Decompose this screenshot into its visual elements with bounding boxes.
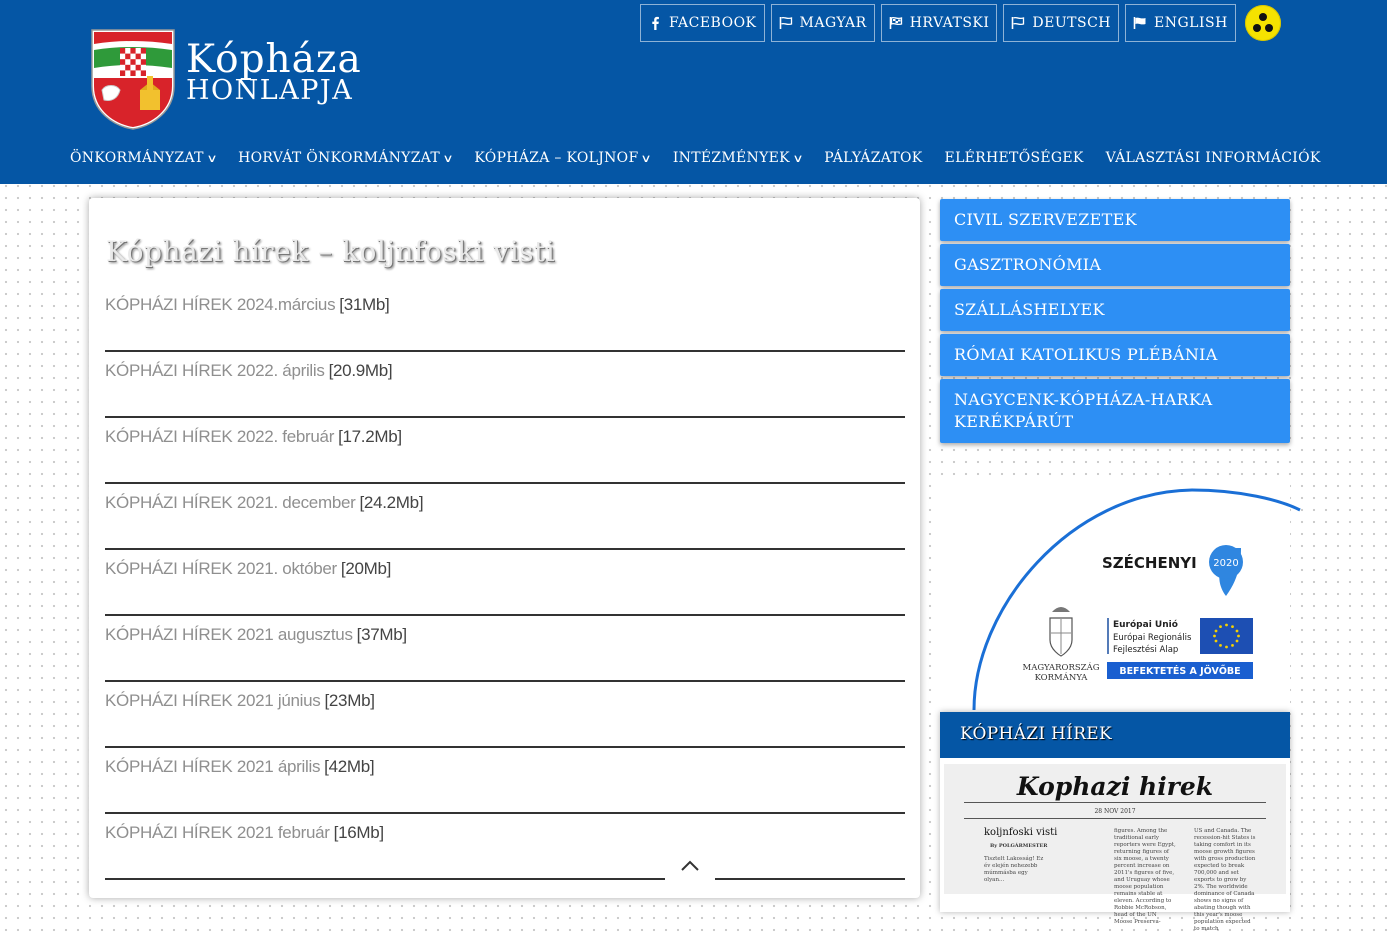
eu-text-line1: Európai Unió bbox=[1113, 620, 1178, 630]
lang-deutsch-label: DEUTSCH bbox=[1032, 15, 1111, 31]
newspaper-byline: By POLGÁRMESTER bbox=[990, 843, 1048, 849]
lang-magyar-button[interactable] bbox=[771, 4, 875, 42]
lang-hrvatski-button[interactable] bbox=[881, 4, 998, 42]
sidebar-menu bbox=[940, 199, 1290, 446]
site-title-line1: Kópháza bbox=[186, 37, 362, 82]
date-divider bbox=[964, 818, 1266, 819]
file-size: [17.2Mb] bbox=[338, 427, 402, 446]
sidebar-item-romai-katolikus-plebania[interactable]: RÓMAI KATOLIKUS PLÉBÁNIA bbox=[940, 334, 1290, 376]
low-vision-icon[interactable] bbox=[1245, 5, 1281, 41]
news-widget-title: KÓPHÁZI HÍREK bbox=[940, 712, 1290, 758]
sidebar-item-civil-szervezetek[interactable]: CIVIL SZERVEZETEK bbox=[940, 199, 1290, 241]
lang-hrvatski-label: HRVATSKI bbox=[909, 15, 990, 31]
language-bar bbox=[640, 4, 1281, 42]
file-size: [16Mb] bbox=[333, 823, 384, 842]
eu-flag-icon bbox=[1200, 618, 1253, 654]
facebook-icon bbox=[648, 16, 662, 30]
nav-horvat-onkormanyzat[interactable] bbox=[238, 150, 455, 166]
lang-magyar-label: MAGYAR bbox=[799, 15, 867, 31]
page-title: Kópházi hírek – koljnfoski visti bbox=[106, 235, 556, 268]
nav-horvat-onkormanyzat-label: HORVÁT ÖNKORMÁNYZAT bbox=[238, 150, 441, 166]
nav-elerhetosegek-label: ELÉRHETŐSÉGEK bbox=[944, 150, 1084, 166]
content-panel bbox=[89, 198, 920, 898]
lang-deutsch-button[interactable] bbox=[1003, 4, 1119, 42]
site-title-line2: HONLAPJA bbox=[186, 75, 354, 106]
newsletter-link[interactable]: KÓPHÁZI HÍREK 2021 február bbox=[105, 823, 330, 842]
lang-english-label: ENGLISH bbox=[1154, 15, 1228, 31]
list-item bbox=[105, 418, 905, 484]
newspaper-column: figures. Among the traditional early reporters were Egypt, returning figures of six moose, a twenty percent increase on 2011's figures of five, and Uruguay whose moose population remains stable at eleven. According to Robbie McRobson, head of the UN Moose Preserva- bbox=[1114, 828, 1176, 925]
file-size: [20.9Mb] bbox=[328, 361, 393, 380]
gov-text-line2: KORMÁNYA bbox=[1034, 673, 1088, 683]
newsletter-link[interactable]: KÓPHÁZI HÍREK 2021 június bbox=[105, 691, 321, 710]
szechenyi-2020-banner[interactable] bbox=[940, 478, 1290, 710]
list-item bbox=[105, 748, 905, 814]
masthead-divider bbox=[964, 802, 1266, 803]
newspaper-thumbnail[interactable] bbox=[944, 764, 1286, 932]
newspaper-column: US and Canada. The recession-hit States is taking comfort in its moose growth figures with gross production expected to break 700,000 and set exports to grow by 2%. The worldwide dominance of Canada shows no signs of abating though with this year's moose population expected to match bbox=[1194, 828, 1256, 932]
nav-onkormanyzat[interactable] bbox=[70, 150, 216, 166]
flag-checkered-icon bbox=[889, 16, 903, 30]
nav-kophaza-koljnof[interactable] bbox=[474, 150, 653, 166]
scroll-to-top-button[interactable] bbox=[665, 858, 715, 888]
newsletter-link[interactable]: KÓPHÁZI HÍREK 2021 április bbox=[105, 757, 321, 776]
eu-slogan-text: BEFEKTETÉS A JÖVŐBE bbox=[1119, 666, 1241, 677]
nav-intezmenyek-label: INTÉZMÉNYEK bbox=[672, 150, 790, 166]
hungarian-crest-icon bbox=[1050, 607, 1072, 656]
site-header bbox=[0, 0, 1387, 184]
nav-onkormanyzat-label: ÖNKORMÁNYZAT bbox=[70, 150, 204, 166]
chevron-down-icon: ∨ bbox=[640, 151, 653, 165]
list-item bbox=[105, 352, 905, 418]
nav-elerhetosegek[interactable] bbox=[945, 150, 1084, 166]
file-size: [24.2Mb] bbox=[359, 493, 424, 512]
facebook-label: FACEBOOK bbox=[669, 15, 757, 31]
chevron-down-icon: ∨ bbox=[792, 151, 804, 165]
chevron-down-icon: ∨ bbox=[206, 151, 218, 165]
lang-english-button[interactable] bbox=[1125, 4, 1236, 42]
list-item bbox=[105, 484, 905, 550]
newspaper-column: Tisztelt Lakosság! Ez év elején nehezebb múmmásba egy olyan... bbox=[984, 856, 1044, 883]
sidebar-item-szallashelyek[interactable]: SZÁLLÁSHELYEK bbox=[940, 289, 1290, 331]
chevron-up-icon bbox=[665, 858, 715, 888]
newsletter-link[interactable]: KÓPHÁZI HÍREK 2022. április bbox=[105, 361, 325, 380]
file-size: [42Mb] bbox=[324, 757, 375, 776]
list-item bbox=[105, 814, 905, 880]
newspaper-headline: koljnfoski visti bbox=[984, 827, 1058, 838]
nav-valasztasi-informaciok[interactable] bbox=[1106, 150, 1321, 166]
szechenyi-year-text: 2020 bbox=[1213, 558, 1239, 569]
flag-outline-icon bbox=[1011, 16, 1025, 30]
main-navigation bbox=[70, 150, 1343, 166]
newsletter-link[interactable]: KÓPHÁZI HÍREK 2024.március bbox=[105, 295, 336, 314]
file-size: [20Mb] bbox=[340, 559, 392, 578]
szechenyi-brand-text: SZÉCHENYI bbox=[1102, 554, 1197, 572]
sidebar-item-kerekparut[interactable]: NAGYCENK-KÓPHÁZA-HARKA KERÉKPÁRÚT bbox=[940, 379, 1290, 443]
nav-palyazatok-label: PÁLYÁZATOK bbox=[824, 150, 923, 166]
list-item bbox=[105, 286, 905, 352]
facebook-link[interactable] bbox=[640, 4, 765, 42]
nav-intezmenyek[interactable] bbox=[673, 150, 802, 166]
list-item bbox=[105, 682, 905, 748]
newsletter-link[interactable]: KÓPHÁZI HÍREK 2022. február bbox=[105, 427, 335, 446]
nav-palyazatok[interactable] bbox=[824, 150, 922, 166]
file-size: [37Mb] bbox=[356, 625, 407, 644]
newsletter-link[interactable]: KÓPHÁZI HÍREK 2021. december bbox=[105, 493, 356, 512]
flag-solid-icon bbox=[1133, 16, 1147, 30]
site-title[interactable] bbox=[186, 37, 362, 106]
list-item bbox=[105, 616, 905, 682]
newspaper-date: 28 NOV 2017 bbox=[1094, 808, 1136, 815]
flag-outline-icon bbox=[779, 16, 793, 30]
gov-text-line1: MAGYARORSZÁG bbox=[1022, 663, 1100, 673]
nav-kophaza-koljnof-label: KÓPHÁZA – KOLJNOF bbox=[474, 150, 639, 166]
news-widget bbox=[940, 712, 1290, 932]
newsletter-link[interactable]: KÓPHÁZI HÍREK 2021. október bbox=[105, 559, 337, 578]
newspaper-masthead: Kophazi hirek bbox=[1016, 772, 1214, 801]
sidebar-item-gasztronomia[interactable]: GASZTRONÓMIA bbox=[940, 244, 1290, 286]
eu-text-line2: Európai Regionális bbox=[1113, 633, 1192, 643]
eu-text-line3: Fejlesztési Alap bbox=[1113, 645, 1179, 655]
szechenyi-2020-graphic bbox=[940, 478, 1290, 710]
coat-of-arms-logo[interactable] bbox=[90, 28, 176, 130]
newsletter-list bbox=[105, 286, 905, 880]
chevron-down-icon: ∨ bbox=[442, 151, 455, 165]
newsletter-link[interactable]: KÓPHÁZI HÍREK 2021 augusztus bbox=[105, 625, 353, 644]
file-size: [31Mb] bbox=[339, 295, 390, 314]
file-size: [23Mb] bbox=[324, 691, 375, 710]
nav-valasztasi-informaciok-label: VÁLASZTÁSI INFORMÁCIÓK bbox=[1105, 150, 1321, 166]
list-item bbox=[105, 550, 905, 616]
